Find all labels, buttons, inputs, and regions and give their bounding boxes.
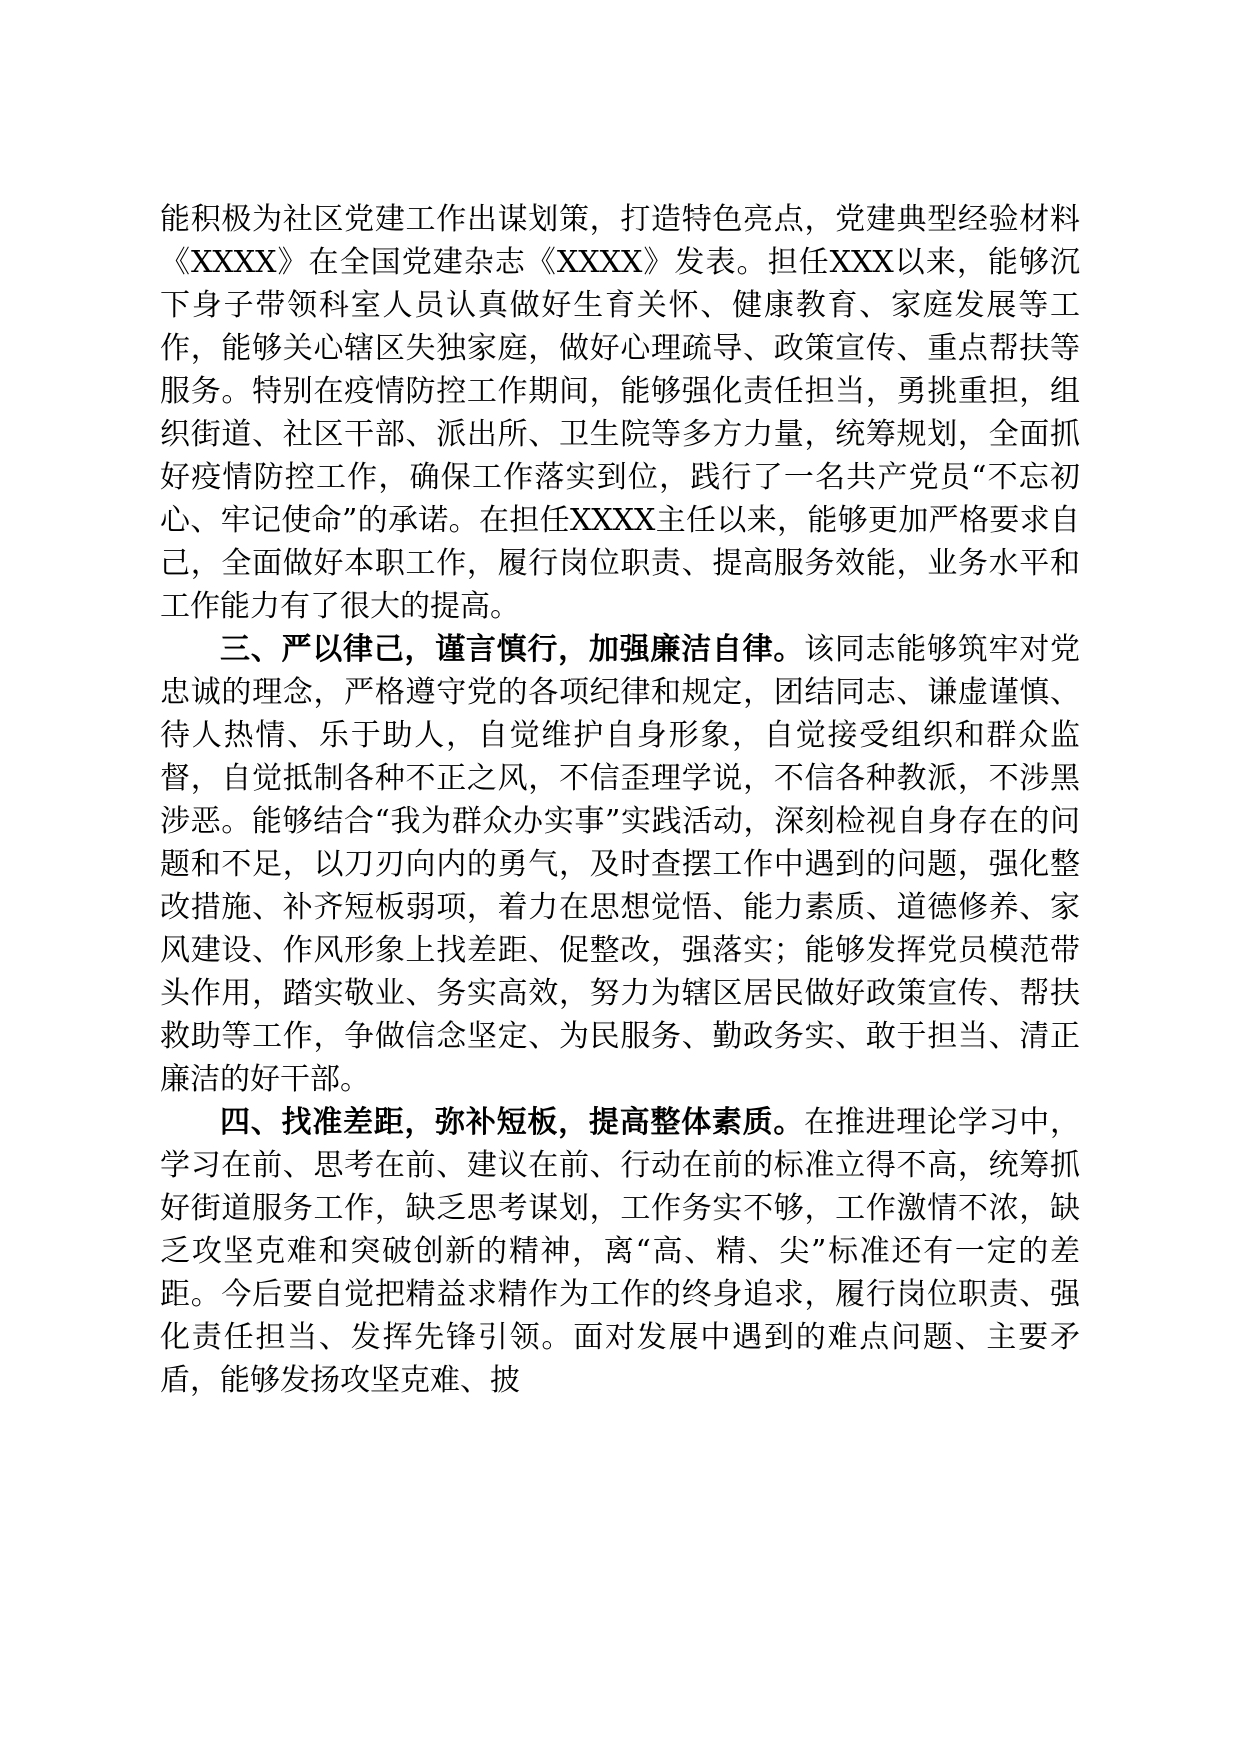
paragraph-section-3: [160, 628, 1080, 1101]
paragraph-continuation: [160, 198, 1080, 628]
paragraph-body: 在推进理论学习中，学习在前、思考在前、建议在前、行动在前的标准立得不高，统筹抓好街道服务工作，缺乏思考谋划，工作务实不够，工作激情不浓，缺乏攻坚克难和突破创新的精神，离“高、精、尖”标准还有一定的差距。今后要自觉把精益求精作为工作的终身追求，履行岗位职责、强化责任担当、发挥先锋引领。面对发展中遇到的难点问题、主要矛盾，能够发扬攻坚克难、披: [160, 1105, 1081, 1398]
section-heading: 三、严以律己，谨言慎行，加强廉洁自律。: [220, 632, 805, 667]
section-heading: 四、找准差距，弥补短板，提高整体素质。: [220, 1105, 805, 1140]
paragraph-section-4: [160, 1101, 1080, 1402]
document-body: [160, 198, 1080, 1402]
paragraph-body: 该同志能够筑牢对党忠诚的理念，严格遵守党的各项纪律和规定，团结同志、谦虚谨慎、待人热情、乐于助人，自觉维护自身形象，自觉接受组织和群众监督，自觉抵制各种不正之风，不信歪理学说，不信各种教派，不涉黑涉恶。能够结合“我为群众办实事”实践活动，深刻检视自身存在的问题和不足，以刀刃向内的勇气，及时查摆工作中遇到的问题，强化整改措施、补齐短板弱项，着力在思想觉悟、能力素质、道德修养、家风建设、作风形象上找差距、促整改，强落实；能够发挥党员模范带头作用，踏实敬业、务实高效，努力为辖区居民做好政策宣传、帮扶救助等工作，争做信念坚定、为民服务、勤政务实、敢于担当、清正廉洁的好干部。: [160, 632, 1081, 1097]
paragraph-body: 能积极为社区党建工作出谋划策，打造特色亮点，党建典型经验材料《XXXX》在全国党建杂志《XXXX》发表。担任XXX以来，能够沉下身子带领科室人员认真做好生育关怀、健康教育、家庭发展等工作，能够关心辖区失独家庭，做好心理疏导、政策宣传、重点帮扶等服务。特别在疫情防控工作期间，能够强化责任担当，勇挑重担，组织街道、社区干部、派出所、卫生院等多方力量，统筹规划，全面抓好疫情防控工作，确保工作落实到位，践行了一名共产党员“不忘初心、牢记使命”的承诺。在担任XXXX主任以来，能够更加严格要求自己，全面做好本职工作，履行岗位职责、提高服务效能，业务水平和工作能力有了很大的提高。: [160, 202, 1080, 624]
